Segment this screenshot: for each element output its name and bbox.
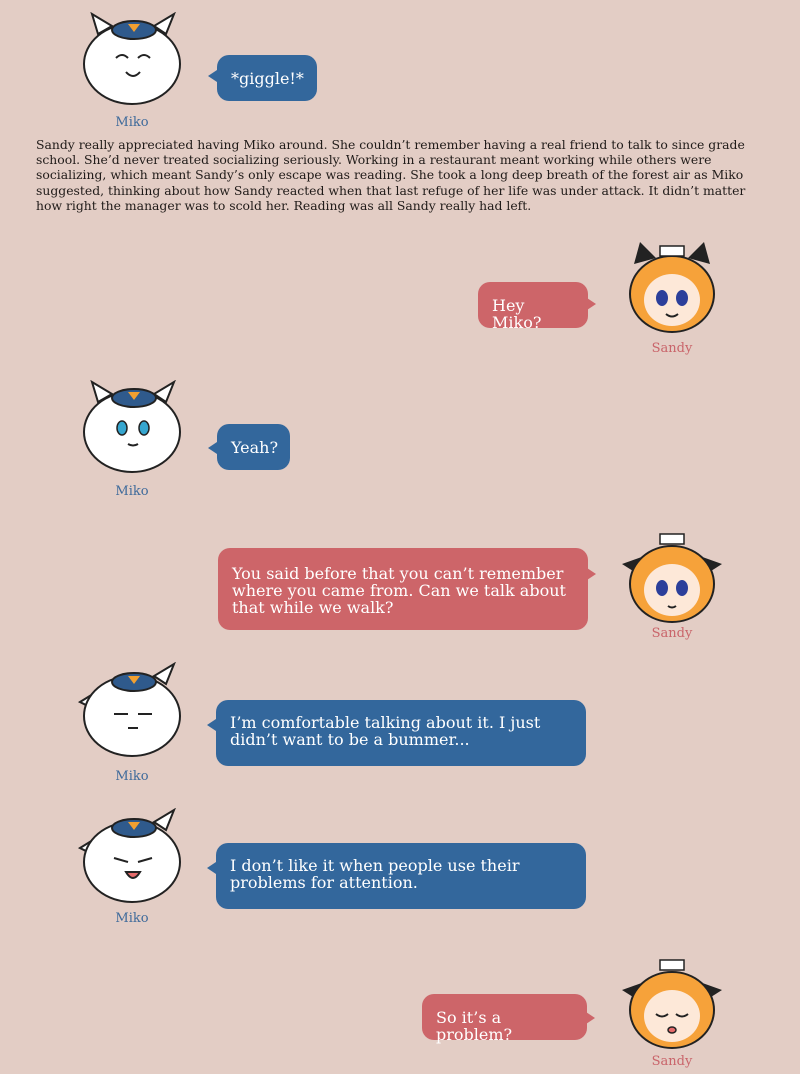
speaker-name: Miko: [115, 115, 149, 130]
chat-bubble: *giggle!*: [217, 55, 317, 101]
sandy-avatar: [616, 956, 728, 1056]
chat-bubble: I don’t like it when people use their problems for attention.: [216, 843, 586, 909]
speaker-name: Miko: [115, 911, 149, 926]
miko-avatar: [76, 662, 188, 762]
speaker-name: Sandy: [651, 626, 693, 641]
bubble-tail: [207, 862, 216, 874]
bubble-tail: [587, 298, 596, 310]
speaker-name: Sandy: [651, 341, 693, 356]
bubble-tail: [208, 70, 217, 82]
speaker-name: Miko: [115, 484, 149, 499]
miko-avatar: [76, 808, 188, 908]
miko-avatar: [76, 12, 188, 112]
sandy-avatar: [616, 238, 728, 338]
speaker-name: Miko: [115, 769, 149, 784]
chat-bubble: So it’s a problem?: [422, 994, 587, 1040]
bubble-tail: [587, 568, 596, 580]
sandy-avatar: [616, 530, 728, 630]
chat-bubble: Hey Miko?: [478, 282, 588, 328]
bubble-tail: [207, 719, 216, 731]
chat-bubble: I’m comfortable talking about it. I just didn’t want to be a bummer...: [216, 700, 586, 766]
narration-paragraph: Sandy really appreciated having Miko around. She couldn’t remember having a real friend to talk to since grade school. She’d never treated socializing seriously. Working in a restaurant meant working while others were socializing, which meant Sandy’s only escape was reading. She took a long deep breath of the forest air as Miko suggested, thinking about how Sandy reacted when that last refuge of her life was under attack. It didn’t matter how right the manager was to scold her. Reading was all Sandy really had left.: [36, 137, 746, 213]
chat-bubble: You said before that you can’t remember where you came from. Can we talk about that while we walk?: [218, 548, 588, 630]
bubble-tail: [208, 442, 217, 454]
speaker-name: Sandy: [651, 1054, 693, 1069]
bubble-tail: [586, 1012, 595, 1024]
miko-avatar: [76, 380, 188, 480]
chat-bubble: Yeah?: [217, 424, 290, 470]
